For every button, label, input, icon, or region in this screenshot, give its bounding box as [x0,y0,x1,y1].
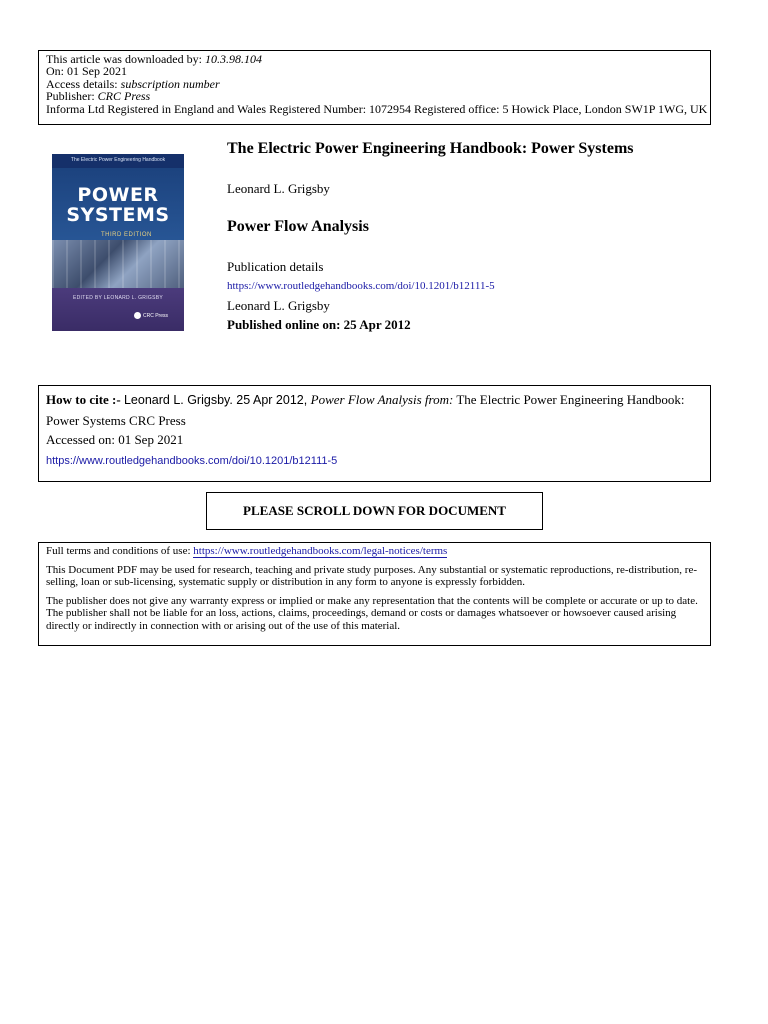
citation-label: How to cite :- [46,392,124,407]
cover-editor: EDITED BY LEONARD L. GRIGSBY [73,295,163,301]
publisher-label: Publisher: [46,89,98,104]
access-details-label: Access details: [46,76,121,91]
download-date-value: 01 Sep 2021 [67,64,127,79]
citation-accessed: Accessed on: 01 Sep 2021 [46,432,184,447]
downloaded-by-value: 10.3.98.104 [204,52,262,66]
publisher-row [46,90,703,102]
terms-link[interactable]: https://www.routledgehandbooks.com/legal-notices/terms [193,545,448,557]
cover-title-line1: POWER [77,184,159,206]
cover-photo-collage [52,240,184,288]
citation-box [38,385,711,482]
access-details-value: subscription number [120,76,220,91]
citation-author-date: Leonard L. Grigsby. 25 Apr 2012, [123,393,311,407]
download-date-label: On: [46,64,67,79]
publication-doi-link[interactable]: https://www.routledgehandbooks.com/doi/10.1201/b12111-5 [227,280,495,292]
publisher-value: CRC Press [97,89,151,104]
citation-chapter: Power Flow Analysis from: [310,392,454,407]
cover-edition: THIRD EDITION [101,232,152,238]
terms-line [46,545,703,558]
terms-box [38,542,711,646]
scroll-down-notice: PLEASE SCROLL DOWN FOR DOCUMENT [206,492,543,530]
terms-usage-paragraph: This Document PDF may be used for research, teaching and private study purposes. Any substantial or systematic reproductions, re-distribution, re-selling, loan or sub-licensing, systematic supply or distribution in any form to anyone is expressly forbidden. [46,563,697,588]
cover-series-text: The Electric Power Engineering Handbook [70,157,166,163]
chapter-title: Power Flow Analysis [227,218,369,235]
cover-publisher-logo [134,312,174,321]
crc-logo-text: CRC Press [143,312,169,319]
citation-book: The Electric Power Engineering Handbook: Power Systems CRC Press [46,392,685,428]
citation-text [46,390,703,430]
download-info-box [38,50,711,125]
publication-details-label: Publication details [227,259,324,274]
downloaded-by-row [46,53,703,65]
book-cover-image [52,154,184,331]
terms-label: Full terms and conditions of use: [46,545,194,557]
publication-author: Leonard L. Grigsby [227,298,330,313]
downloaded-by-label: This article was downloaded by: [46,52,205,66]
cover-title-line2: SYSTEMS [66,204,170,226]
published-online-date: Published online on: 25 Apr 2012 [227,317,411,332]
registration-text: Informa Ltd Registered in England and Wales Registered Number: 1072954 Registered office: 5 Howick Place, London SW1P 1WG, UK [46,101,708,116]
book-title: The Electric Power Engineering Handbook: Power Systems [227,140,634,157]
citation-doi-link[interactable]: https://www.routledgehandbooks.com/doi/10.1201/b12111-5 [46,454,338,467]
terms-warranty-paragraph: The publisher does not give any warranty express or implied or make any representation that the contents will be complete or accurate or up to date. The publisher shall not be liable for an loss, actions, claims, proceedings, demand or costs or damages whatsoever or howsoever caused arising directly or indirectly in connection with or arising out of the use of this material. [46,594,698,632]
book-author: Leonard L. Grigsby [227,181,330,196]
crc-logo-icon [134,312,141,319]
